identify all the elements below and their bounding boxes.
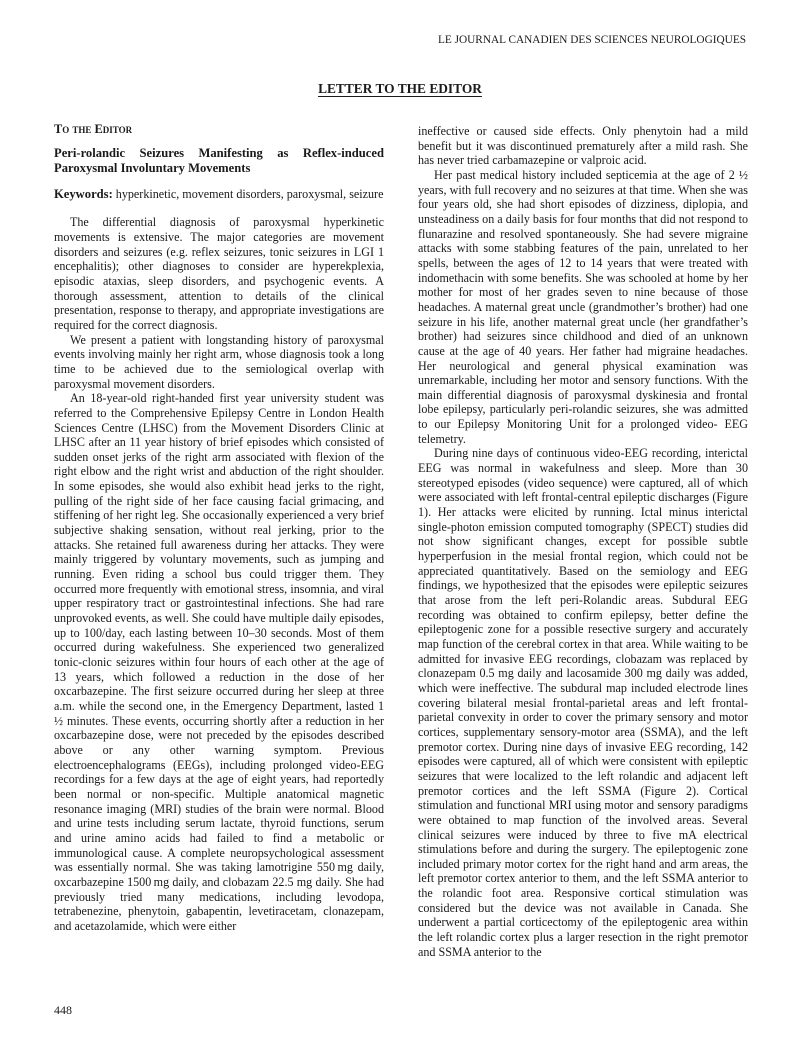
body-paragraph: Her past medical history included septicemia at the age of 2 ½ years, with full recovery and no seizures at that time. When she was four years old, she had short episodes of dizziness, diplopia, and unsteadiness on a daily basis for four months that did not respond to flunarazine and resolved spontaneously. She had severe migraine attacks with some stabbing features of the pain, unrelated to her spells, between the ages of 12 to 14 years that were treated with indomethacin with some benefits. She was schooled at home by her mother for most of her grades seven to nine because of those headaches. A maternal great uncle (grandmother’s brother) had one seizure in his life, another maternal great uncle (her grandfather’s brother) had seizures since childhood and died of an unknown cause at the age of 40 years. Her father had migraine headaches. Her neurological and general physical examination was unremarkable, including her motor and sensory functions. With the main differential diagnosis of paroxysmal dyskinesia and frontal lobe epilepsy, particularly peri-rolandic seizures, she was admitted to our Epilepsy Monitoring Unit for a prolonged video- EEG telemetry. [418,167,748,446]
body-paragraph: An 18-year-old right-handed first year university student was referred to the Comprehensive Epilepsy Centre in London Health Sciences Centre (LHSC) from the Movement Disorders Clinic at LHSC after an 11 year history of brief episodes which consisted of sudden onset jerks of the right arm associated with flexion of the right elbow and the right wrist and abduction of the right shoulder. In some episodes, she would also exhibit head jerks to the right, pulling of the right side of her face causing facial grimacing, and stiffening of her right leg. She occasionally experienced a very brief subjective shaking sensation, without real jerking, prior to the attacks. She retained full awareness during her attacks. They were mainly triggered by voluntary movements, such as jumping and running. Even riding a school bus could trigger them. They occurred more frequently with emotional stress, insomnia, and viral upper respiratory tract or gastrointestinal infections. She had rare unprovoked events, as well. She could have multiple daily episodes, up to 100/day, each lasting between 10–30 seconds. Most of them occurred during wakefulness. She experienced two generalized tonic-clonic seizures within four hours of each other at the age of 13 years, which followed a reduction in the dose of her oxcarbazepine. The first seizure occurred during her sleep at three a.m. while the second one, in the Emergency Department, lasted 1 ½ minutes. These events, occurring shortly after a reduction in her oxcarbazepine dose, were not preceded by the episodes described above or any other warning symptom. Previous electroencephalograms (EEGs), including prolonged video-EEG recordings for a few days at the age of eight years, had reportedly been normal or non-specific. Multiple anatomical magnetic resonance imaging (MRI) studies of the brain were normal. Blood and urine tests including serum lactate, thyroid functions, serum and urine amino acids had failed to find a metabolic or immunological cause. A complete neuropsychological assessment was essentially normal. She was taking lamotrigine 550 mg daily, oxcarbazepine 1500 mg daily, and clobazam 22.5 mg daily. She had previously tried many medications, including levodopa, tetrabenezine, phenytoin, gabapentin, levetiracetam, clonazepam, and acetazolamide, which were either [54,391,384,933]
article-title: Peri-rolandic Seizures Manifesting as Reflex-induced Paroxysmal Involuntary Movements [54,145,384,175]
body-paragraph: We present a patient with longstanding history of paroxysmal events involving mainly her right arm, whose diagnosis took a long time to be achieved due to the semiological overlap with paroxysmal movement disorders. [54,332,384,391]
keywords-label: Keywords: [54,186,113,201]
section-title: LETTER TO THE EDITOR [318,81,482,96]
section-title-wrapper [0,80,800,98]
keywords-text: hyperkinetic, movement disorders, paroxysmal, seizure [112,186,384,201]
keywords [54,187,384,202]
body-paragraph: The differential diagnosis of paroxysmal hyperkinetic movements is extensive. The major categories are movement disorders and seizures (e.g. reflex seizures, tonic seizures in LGI 1 encephalitis); other diagnoses to consider are hyperekplexia, episodic ataxias, sleep disorders, and psychogenic events. A thorough assessment, attention to details of the clinical presentation, response to therapy, and appropriate investigations are required for the correct diagnosis. [54,215,384,332]
page-number: 448 [54,1003,72,1017]
salutation: To the Editor [54,122,133,136]
left-column [54,122,384,933]
body-paragraph: During nine days of continuous video-EEG recording, interictal EEG was normal in wakefulness and sleep. More than 30 stereotyped episodes (video sequence) were captured, all of which were associated with left frontal-central epileptic discharges (Figure 1). Her attacks were elicited by running. Ictal minus interictal single-photon emission computed tomography (SPECT) studies did not show significant changes, except for possible subtle hyperperfusion in the mesial frontal region, which could not be appreciated quantitatively. Based on the semiology and EEG findings, we hypothesized that the episodes were epileptic seizures that arose from the left peri-Rolandic areas. Subdural EEG recording was obtained to confirm epilepsy, better define the epileptogenic zone for a possible resective surgery and accurately map function of the cerebral cortex in that area. While waiting to be admitted for invasive EEG recordings, clobazam was replaced by clonazepam 0.5 mg daily and lacosamide 300 mg daily was added, which were ineffective. The subdural map included electrode lines covering bilateral mesial frontal-parietal areas and left frontal-parietal convexity in order to cover the primary sensory and motor cortices, supplementary sensory-motor area (SSMA), and the left premotor cortex. During nine days of invasive EEG recording, 142 episodes were captured, all of which were consistent with epileptic seizures that were localized to the left rolandic and adjacent left premotor cortices and the left SSMA (Figure 2). Cortical stimulation and functional MRI using motor and sensory paradigms were obtained to map function of the involved areas. Several clinical seizures were induced by three to five mA electrical stimulations before and during the surgery. The epileptogenic zone included primary motor cortex for the right hand and arm areas, the left premotor cortex anterior to them, and the left SSMA anterior to the rolandic foot area. Responsive cortical stimulation was considered but the device was not available in Canada. She underwent a partial corticectomy of the epileptogenic area within the left rolandic cortex plus a larger resection in the right premotor and SSMA anterior to the [418,446,748,959]
running-head: LE JOURNAL CANADIEN DES SCIENCES NEUROLOGIQUES [437,34,746,46]
right-column [418,124,748,959]
body-paragraph-continued: ineffective or caused side effects. Only phenytoin had a mild benefit but it was discontinued prematurely after a mild rash. She has never tried carbamazepine or valproic acid. [418,124,748,168]
